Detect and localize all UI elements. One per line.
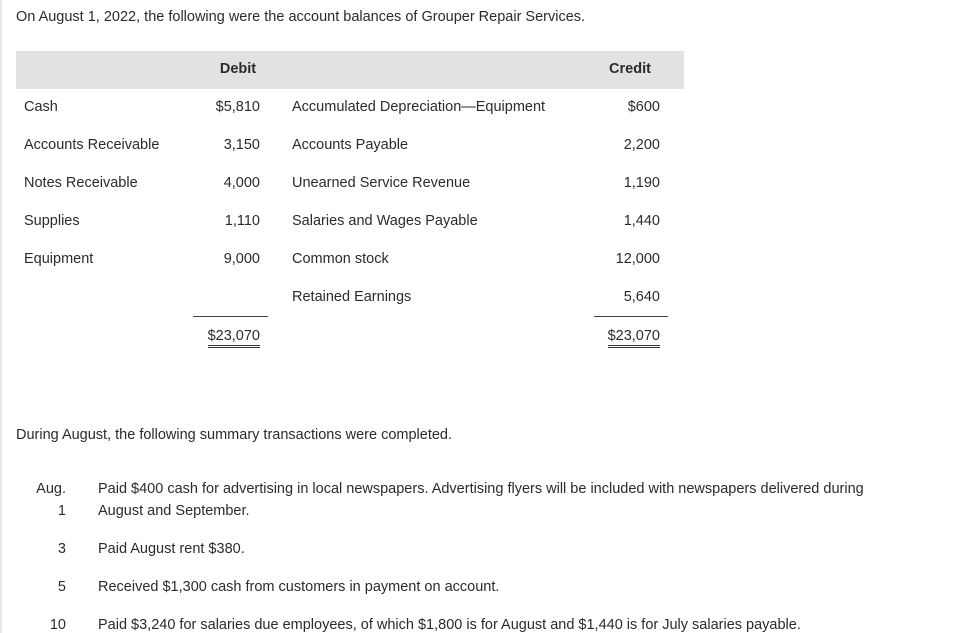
table-row <box>16 89 684 127</box>
credit-sum-rule <box>594 316 668 317</box>
transaction-date <box>20 478 66 522</box>
account-balances-table <box>16 51 684 344</box>
debit-account-name: Supplies <box>24 213 80 229</box>
transaction-date <box>20 614 66 633</box>
transaction-day: 10 <box>49 617 66 633</box>
transaction-date <box>20 538 66 560</box>
debit-amount: $5,810 <box>215 99 260 115</box>
transaction-day: 5 <box>57 579 66 595</box>
transaction-day: 1 <box>57 503 66 519</box>
debit-account-name: Accounts Receivable <box>24 137 160 153</box>
transactions-intro-text: During August, the following summary transactions were completed. <box>16 427 453 443</box>
table-row <box>16 127 684 165</box>
transaction-description <box>98 478 898 522</box>
table-row <box>16 241 684 279</box>
credit-amount: 12,000 <box>615 251 660 267</box>
credit-account-name: Accounts Payable <box>292 137 409 153</box>
transaction-description <box>98 576 898 598</box>
transaction-date <box>20 576 66 598</box>
debit-column-header: Debit <box>219 61 257 77</box>
debit-account-name: Equipment <box>24 251 94 267</box>
debit-amount: 9,000 <box>223 251 260 267</box>
debit-amount: 1,110 <box>224 213 260 229</box>
credit-amount: $600 <box>627 99 660 115</box>
intro-text: On August 1, 2022, the following were the account balances of Grouper Repair Services. <box>16 9 586 25</box>
debit-sum-rule <box>193 316 268 317</box>
credit-column-header: Credit <box>609 61 651 77</box>
transaction-description <box>98 538 898 560</box>
credit-amount: 1,440 <box>623 213 660 229</box>
transaction-description-line: during August and September. <box>98 481 864 519</box>
credit-account-name: Retained Earnings <box>292 289 412 305</box>
debit-total: $23,070 <box>208 328 260 348</box>
left-border <box>0 0 2 633</box>
transaction-description <box>98 614 898 633</box>
credit-total: $23,070 <box>608 328 660 348</box>
transaction-day: 3 <box>57 541 66 557</box>
table-row <box>16 165 684 203</box>
transaction-description-line: Paid $3,240 for salaries due employees, of which $1,800 is for August and $1,440 is for July salaries payable. <box>98 617 801 633</box>
debit-amount: 3,150 <box>223 137 260 153</box>
table-header <box>16 51 684 89</box>
transaction-description-line: Paid August rent $380. <box>98 541 245 557</box>
transaction-month: Aug. <box>36 481 66 497</box>
credit-account-name: Salaries and Wages Payable <box>292 213 478 229</box>
debit-amount: 4,000 <box>223 175 260 191</box>
table-row <box>16 203 684 241</box>
debit-account-name: Notes Receivable <box>24 175 138 191</box>
credit-account-name: Accumulated Depreciation—Equipment <box>292 99 546 115</box>
credit-account-name: Unearned Service Revenue <box>292 175 471 191</box>
transaction-description-line: Paid $400 cash for advertising in local newspapers. Advertising flyers will be included with newspapers delivered <box>98 481 820 497</box>
credit-amount: 5,640 <box>623 289 660 305</box>
table-row <box>16 279 684 317</box>
credit-amount: 2,200 <box>623 137 660 153</box>
debit-account-name: Cash <box>24 99 58 115</box>
credit-amount: 1,190 <box>623 175 660 191</box>
credit-account-name: Common stock <box>292 251 389 267</box>
transaction-description-line: Received $1,300 cash from customers in payment on account. <box>98 579 500 595</box>
